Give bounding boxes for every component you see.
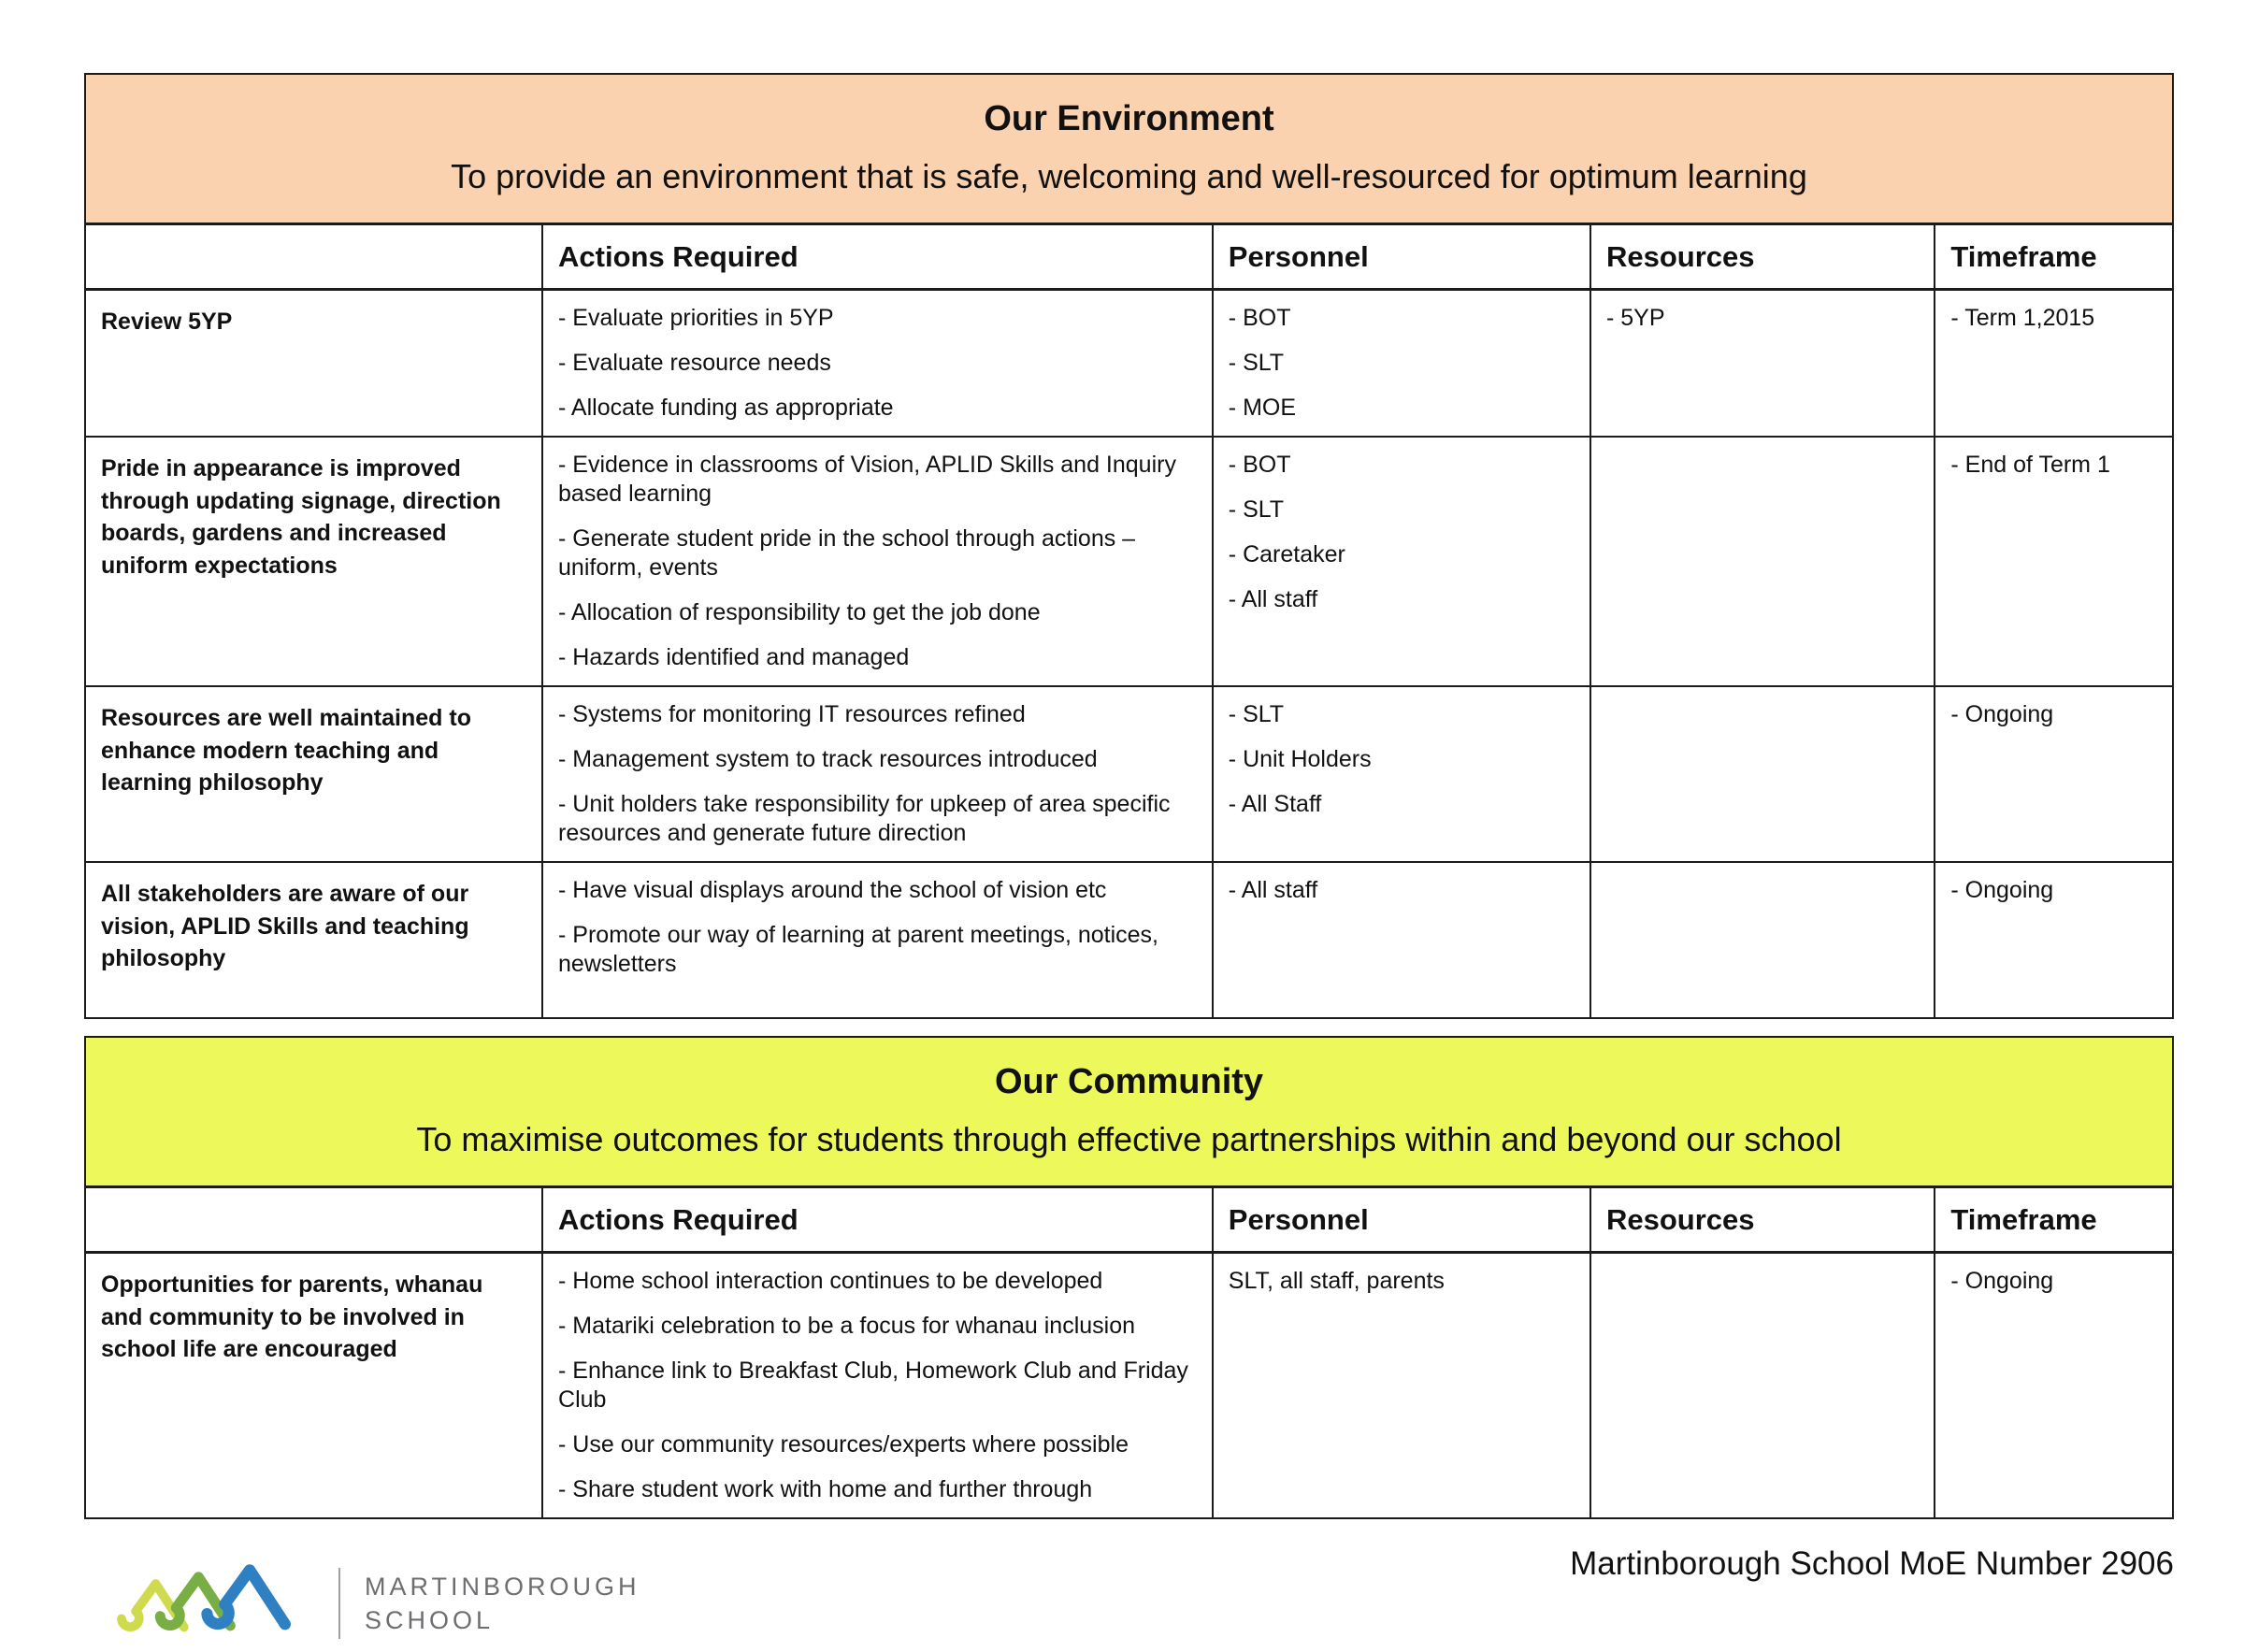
environment-band-row: [85, 74, 2173, 223]
table-row: [85, 1253, 2173, 1519]
timeframe-item: - End of Term 1: [1950, 452, 2110, 479]
goal-cell: [85, 686, 542, 862]
timeframe-item: - Ongoing: [1950, 701, 2054, 728]
column-header-goal: [85, 1186, 542, 1252]
action-item: - Evidence in classrooms of Vision, APLID Skills and Inquiry based learning: [558, 452, 1176, 508]
environment-table: [84, 73, 2174, 1019]
column-header-goal: [85, 223, 542, 289]
goal-text: Opportunities for parents, whanau and community to be involved in school life are encouraged: [101, 1271, 483, 1363]
logo-line-1: MARTINBOROUGH: [365, 1572, 640, 1601]
goal-cell: [85, 1253, 542, 1519]
personnel-item: - SLT: [1228, 701, 1285, 728]
actions-cell: [542, 290, 1213, 438]
page-footer: [84, 1542, 2174, 1652]
resources-cell: [1590, 290, 1935, 438]
timeframe-item: - Ongoing: [1950, 877, 2054, 904]
section-subtitle: To maximise outcomes for students through effective partnerships within and beyond our school: [416, 1120, 1842, 1159]
column-header-actions: Actions Required: [542, 1186, 1213, 1252]
section-band: [85, 1037, 2173, 1186]
timeframe-cell: [1935, 290, 2173, 438]
personnel-cell: [1213, 862, 1590, 1018]
personnel-cell: [1213, 1253, 1590, 1519]
action-item: - Allocate funding as appropriate: [558, 395, 894, 422]
column-header-timeframe: Timeframe: [1935, 1186, 2173, 1252]
personnel-cell: [1213, 437, 1590, 686]
column-header-personnel: Personnel: [1213, 223, 1590, 289]
resources-cell: [1590, 1253, 1935, 1519]
personnel-item: - SLT: [1228, 496, 1285, 524]
table-row: [85, 686, 2173, 862]
goal-cell: [85, 290, 542, 438]
section-band: [85, 74, 2173, 223]
action-item: - Home school interaction continues to be developed: [558, 1268, 1103, 1295]
action-item: - Matariki celebration to be a focus for whanau inclusion: [558, 1313, 1136, 1340]
action-item: - Evaluate priorities in 5YP: [558, 305, 834, 332]
action-item: - Enhance link to Breakfast Club, Homework Club and Friday Club: [558, 1358, 1188, 1414]
resources-cell: [1590, 437, 1935, 686]
timeframe-cell: [1935, 437, 2173, 686]
logo-line-2: SCHOOL: [365, 1606, 495, 1635]
personnel-item: - MOE: [1228, 395, 1297, 422]
logo-divider: [338, 1568, 340, 1639]
column-header-row: [85, 223, 2173, 289]
koru-mountains-icon: [110, 1555, 314, 1652]
column-header-row: [85, 1186, 2173, 1252]
column-header-actions: Actions Required: [542, 223, 1213, 289]
section-title: Our Community: [994, 1062, 1264, 1102]
actions-cell: [542, 686, 1213, 862]
action-item: - Promote our way of learning at parent meetings, notices, newsletters: [558, 922, 1159, 978]
timeframe-cell: [1935, 1253, 2173, 1519]
school-logo: [110, 1555, 640, 1652]
table-row: [85, 862, 2173, 1018]
personnel-item: - Unit Holders: [1228, 746, 1372, 773]
action-item: - Hazards identified and managed: [558, 644, 910, 671]
goal-text: Pride in appearance is improved through updating signage, direction boards, gardens and increased uniform expectations: [101, 455, 501, 579]
personnel-cell: [1213, 290, 1590, 438]
actions-cell: [542, 1253, 1213, 1519]
goal-text: Review 5YP: [101, 309, 233, 336]
action-item: - Use our community resources/experts where possible: [558, 1431, 1129, 1458]
action-item: - Evaluate resource needs: [558, 350, 831, 377]
personnel-item: - SLT: [1228, 350, 1285, 377]
column-header-timeframe: Timeframe: [1935, 223, 2173, 289]
timeframe-item: - Term 1,2015: [1950, 305, 2095, 332]
actions-cell: [542, 437, 1213, 686]
actions-cell: [542, 862, 1213, 1018]
resources-cell: [1590, 686, 1935, 862]
action-item: - Have visual displays around the school of vision etc: [558, 877, 1107, 904]
action-item: - Share student work with home and further through: [558, 1476, 1093, 1503]
community-band-row: [85, 1037, 2173, 1186]
column-header-resources: Resources: [1590, 223, 1935, 289]
personnel-item: SLT, all staff, parents: [1228, 1268, 1445, 1295]
goal-text: Resources are well maintained to enhance modern teaching and learning philosophy: [101, 705, 471, 797]
action-item: - Allocation of responsibility to get the job done: [558, 599, 1041, 626]
column-header-resources: Resources: [1590, 1186, 1935, 1252]
section-title: Our Environment: [984, 99, 1274, 138]
timeframe-item: - Ongoing: [1950, 1268, 2054, 1295]
column-header-personnel: Personnel: [1213, 1186, 1590, 1252]
goal-text: All stakeholders are aware of our vision, APLID Skills and teaching philosophy: [101, 881, 469, 972]
timeframe-cell: [1935, 862, 2173, 1018]
goal-cell: [85, 862, 542, 1018]
personnel-item: - BOT: [1228, 305, 1291, 332]
personnel-item: - All Staff: [1228, 791, 1322, 818]
logo-text: [365, 1570, 640, 1638]
personnel-item: - Caretaker: [1228, 541, 1345, 568]
personnel-cell: [1213, 686, 1590, 862]
action-item: - Systems for monitoring IT resources refined: [558, 701, 1026, 728]
goal-cell: [85, 437, 542, 686]
section-subtitle: To provide an environment that is safe, welcoming and well-resourced for optimum learning: [451, 157, 1807, 196]
action-item: - Unit holders take responsibility for upkeep of area specific resources and generate future direction: [558, 791, 1171, 847]
timeframe-cell: [1935, 686, 2173, 862]
table-row: [85, 437, 2173, 686]
moe-number: Martinborough School MoE Number 2906: [1570, 1545, 2174, 1583]
resources-cell: [1590, 862, 1935, 1018]
personnel-item: - All staff: [1228, 877, 1318, 904]
community-table: [84, 1036, 2174, 1519]
table-row: [85, 290, 2173, 438]
personnel-item: - BOT: [1228, 452, 1291, 479]
personnel-item: - All staff: [1228, 586, 1318, 613]
resource-item: - 5YP: [1605, 305, 1665, 332]
action-item: - Generate student pride in the school through actions – uniform, events: [558, 525, 1136, 582]
action-item: - Management system to track resources introduced: [558, 746, 1098, 773]
